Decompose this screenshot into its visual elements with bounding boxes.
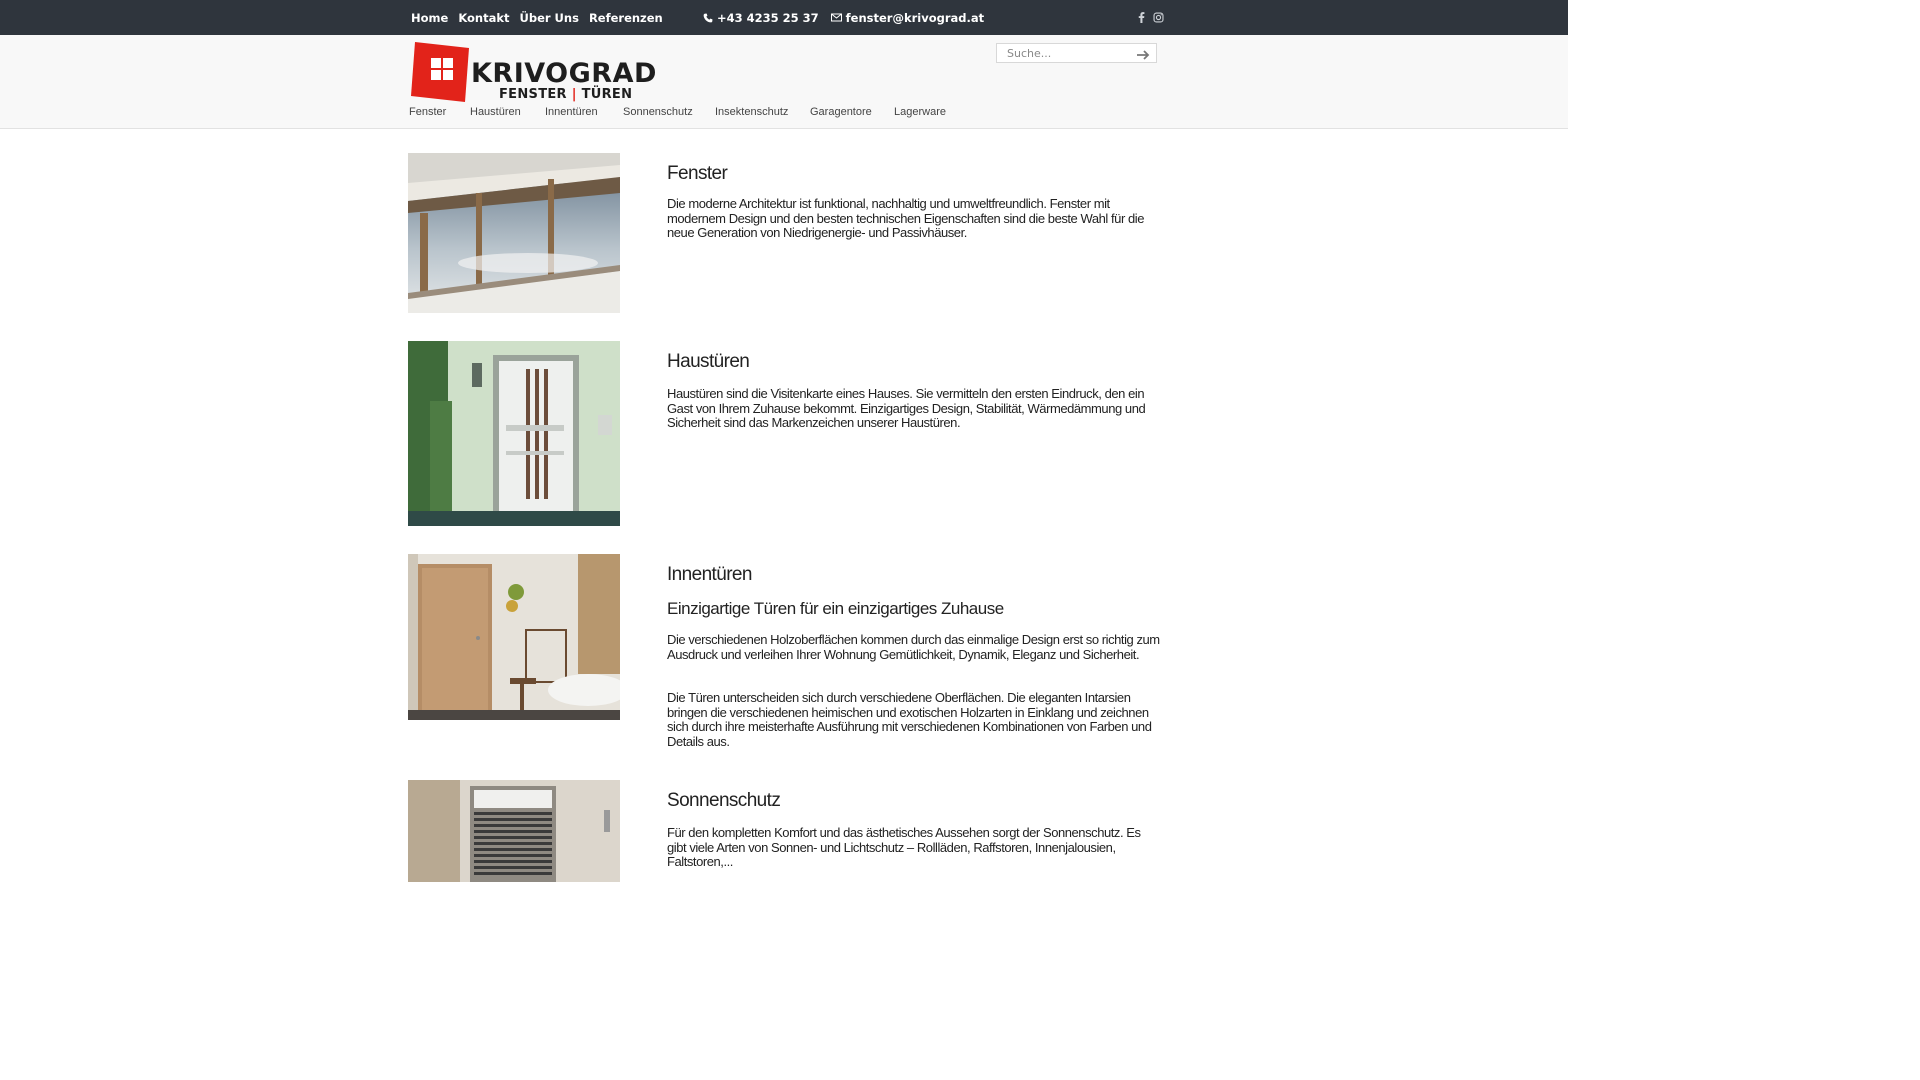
section-haustueren: [408, 341, 1160, 526]
nav-item-fenster[interactable]: Fenster: [409, 106, 447, 118]
search-input[interactable]: [997, 44, 1142, 62]
site-header: [0, 35, 1568, 129]
nav-item-insektenschutz[interactable]: Insektenschutz: [715, 106, 789, 118]
phone-link[interactable]: [703, 11, 819, 25]
section-paragraph: Die Türen unterscheiden sich durch verschiedene Oberflächen. Die eleganten Intarsien bringen die verschiedenen heimischen und exotischen Holzarten in Einklang und zeichnen sich durch ihre meisterhafte Ausführung mit verschiedenen Kombinationen von Farben und Details aus.: [667, 690, 1152, 749]
section-fenster: [408, 153, 1160, 313]
social-links: [1130, 0, 1164, 35]
phone-number: +43 4235 25 37: [717, 10, 819, 25]
nav-item-innentueren[interactable]: Innentüren: [545, 106, 598, 118]
logo[interactable]: [411, 40, 656, 106]
haustueren-image[interactable]: [408, 341, 620, 526]
facebook-icon[interactable]: [1138, 12, 1145, 23]
section-title[interactable]: Haustüren: [667, 351, 750, 372]
top-bar: [0, 0, 1568, 35]
section-innentueren: [408, 554, 1160, 750]
phone-icon: [703, 13, 713, 23]
nav-item-garagentore[interactable]: Garagentore: [810, 106, 872, 118]
top-link-referenzen[interactable]: Referenzen: [588, 10, 663, 25]
search-box: [996, 43, 1157, 63]
section-subtitle: Einzigartige Türen für ein einzigartiges Zuhause: [667, 599, 1004, 618]
contact-info: [703, 0, 996, 35]
innentueren-image[interactable]: [408, 554, 620, 720]
sonnenschutz-image[interactable]: [408, 780, 620, 882]
window-logo-icon: [411, 40, 473, 102]
top-link-kontakt[interactable]: Kontakt: [458, 10, 510, 25]
email-address: fenster@krivograd.at: [845, 10, 985, 25]
logo-tagline: [499, 88, 632, 101]
envelope-icon: [831, 13, 842, 22]
search-submit-arrow-icon[interactable]: [1136, 46, 1150, 65]
logo-tagline-left: FENSTER: [499, 87, 567, 102]
section-sonnenschutz: [408, 780, 1160, 882]
section-paragraph: Haustüren sind die Visitenkarte eines Hauses. Sie vermitteln den ersten Eindruck, den ein Gast von Ihrem Zuhause bekommt. Einzigartiges Design, Stabilität, Wärmedämmung und Sicherheit sind das Markenzeichen unserer Haustüren.: [667, 386, 1146, 431]
section-title[interactable]: Sonnenschutz: [667, 790, 781, 811]
section-title[interactable]: Fenster: [667, 163, 728, 184]
top-link-ueber-uns[interactable]: Über Uns: [519, 10, 579, 25]
nav-item-lagerware[interactable]: Lagerware: [894, 106, 946, 118]
logo-wordmark: KRIVOGRAD: [471, 58, 657, 89]
fenster-image[interactable]: [408, 153, 620, 313]
top-links: [411, 0, 673, 35]
email-link[interactable]: [831, 11, 984, 25]
logo-tagline-right: TÜREN: [581, 87, 633, 102]
section-paragraph: Die moderne Architektur ist funktional, nachhaltig und umweltfreundlich. Fenster mit modernem Design und den besten technischen Eigenschaften sind die beste Wahl für die neue Generation von Niedrigenergie- und Passivhäuser.: [667, 196, 1144, 241]
nav-item-haustueren[interactable]: Haustüren: [470, 106, 521, 118]
section-paragraph: Für den kompletten Komfort und das ästhetisches Aussehen sorgt der Sonnenschutz. Es gibt viele Arten von Sonnen- und Lichtschutz – Rollläden, Raffstoren, Innenjalousien, Faltstoren,...: [667, 825, 1141, 870]
nav-item-sonnenschutz[interactable]: Sonnenschutz: [623, 106, 693, 118]
section-title[interactable]: Innentüren: [667, 564, 752, 585]
instagram-icon[interactable]: [1153, 12, 1164, 23]
top-link-home[interactable]: Home: [411, 10, 449, 25]
section-paragraph: Die verschiedenen Holzoberflächen kommen durch das einmalige Design erst so richtig zum Ausdruck und verleihen Ihrer Wohnung Gemütlichkeit, Dynamik, Eleganz und Sicherheit.: [667, 632, 1160, 662]
main-nav: [409, 106, 964, 122]
logo-tagline-separator: |: [571, 87, 577, 102]
